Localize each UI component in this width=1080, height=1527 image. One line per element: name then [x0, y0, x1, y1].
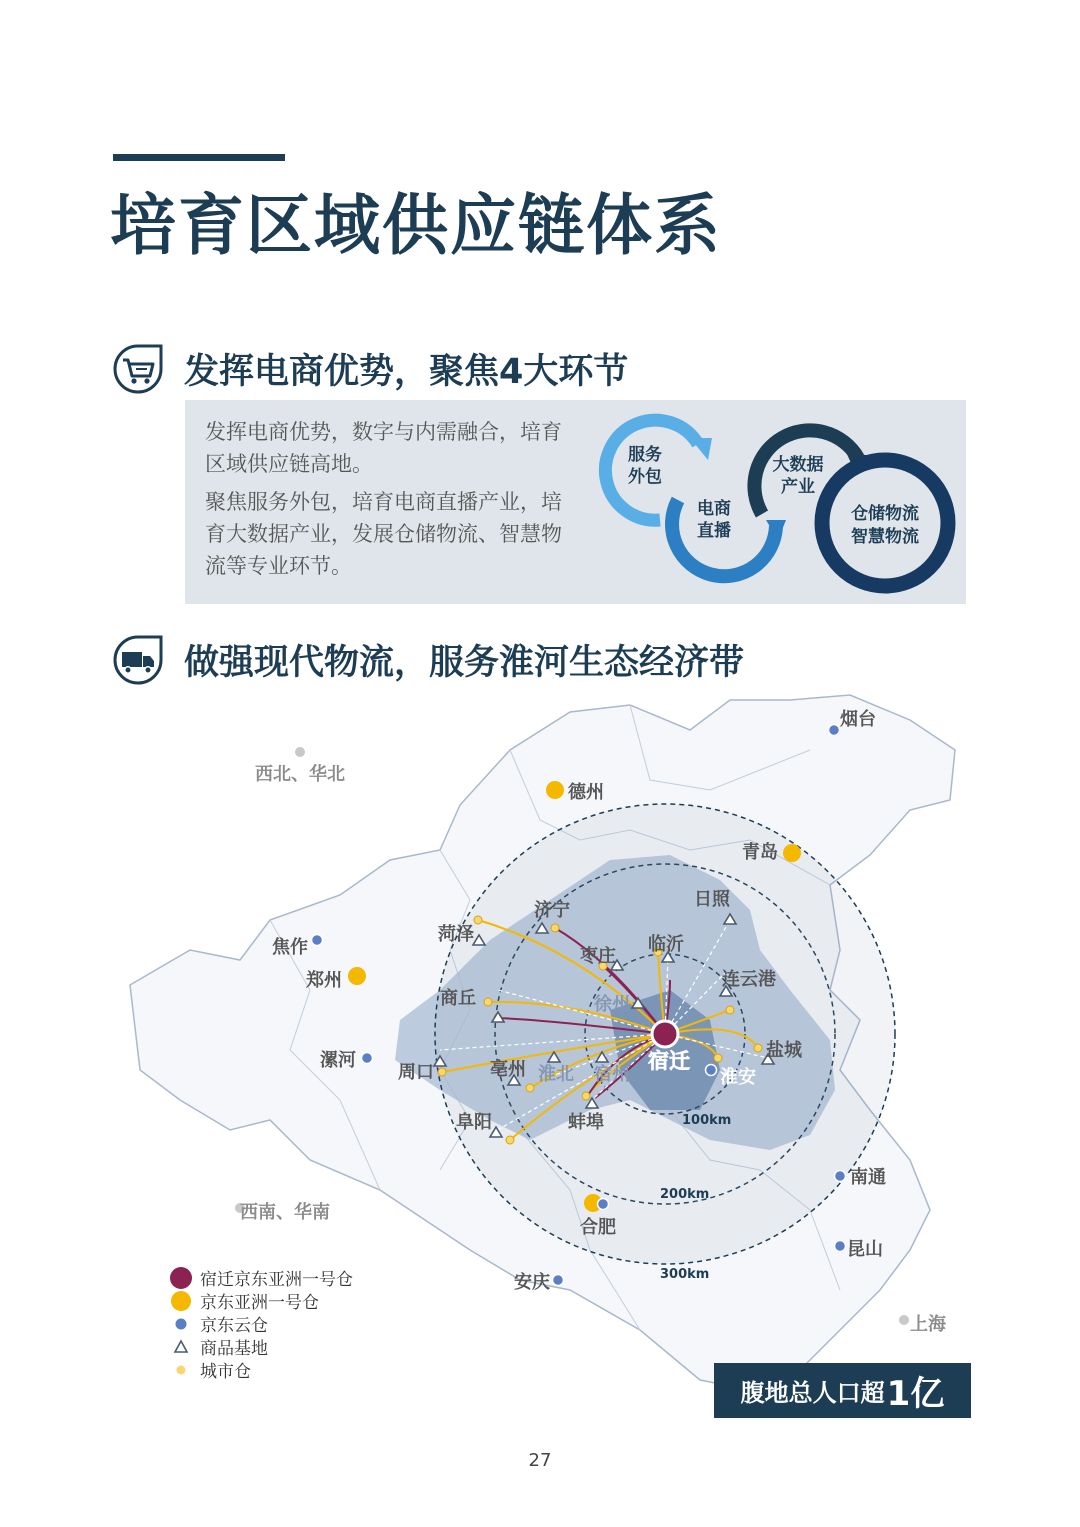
- title-accent-bar: [113, 154, 285, 161]
- ring-label-200: 200km: [660, 1187, 710, 1202]
- legend-label: 京东云仓: [200, 1316, 268, 1336]
- legend-label: 京东亚洲一号仓: [200, 1293, 319, 1313]
- section2-header: [112, 632, 744, 688]
- legend-item: [168, 1289, 353, 1312]
- cycle-text-4b: 智慧物流: [851, 527, 919, 547]
- legend-item: [168, 1266, 353, 1289]
- legend-label: 商品基地: [200, 1339, 268, 1359]
- cycle-text-4a: 仓储物流: [851, 504, 919, 524]
- cycle-text-3b: 产业: [781, 477, 815, 497]
- small-yellow-dot-icon: [168, 1358, 194, 1381]
- label-suqian: 宿迁: [648, 1049, 690, 1073]
- cycle-text-2b: 直播: [697, 521, 731, 541]
- city-wh-dot: [484, 998, 492, 1006]
- jd-cloud-dot: [598, 1199, 609, 1210]
- label-bozhou: 亳州: [490, 1059, 526, 1080]
- legend-item: [168, 1312, 353, 1335]
- label-bengbu: 蚌埠: [568, 1112, 604, 1133]
- label-anqing: 安庆: [514, 1272, 550, 1293]
- city-wh-dot: [754, 1044, 762, 1052]
- badge-highlight: 1亿: [886, 1374, 945, 1414]
- label-hefei: 合肥: [580, 1217, 616, 1238]
- jd-asia-dot: [546, 781, 564, 799]
- page-number: 27: [528, 1450, 552, 1471]
- label-zhoukou: 周口: [398, 1062, 434, 1083]
- cycle-text-3a: 大数据: [772, 455, 824, 475]
- section1-title: 发挥电商优势，聚焦4大环节: [184, 352, 629, 392]
- section1-header: [112, 341, 628, 397]
- intro-panel: [185, 400, 966, 604]
- city-wh-dot: [551, 924, 559, 932]
- cycle-text-1b: 外包: [628, 467, 662, 487]
- suqian-center-dot: [652, 1021, 678, 1047]
- label-huaian: 淮安: [720, 1067, 756, 1088]
- jd-cloud-dot: [553, 1275, 564, 1286]
- cycle-arrow-1: [690, 438, 712, 460]
- label-fuyang: 阜阳: [456, 1112, 492, 1133]
- ring-label-300: 300km: [660, 1267, 710, 1282]
- legend-label: 城市仓: [200, 1362, 251, 1382]
- jd-cloud-dot: [829, 725, 840, 736]
- label-huaibei: 淮北: [538, 1064, 574, 1085]
- label-kunshan: 昆山: [847, 1239, 883, 1260]
- page-title: 培育区域供应链体系: [110, 187, 722, 264]
- blue-dot-icon: [168, 1312, 194, 1335]
- city-wh-dot: [726, 1006, 734, 1014]
- label-qingdao: 青岛: [742, 842, 778, 863]
- shopping-cart-icon: [112, 343, 164, 395]
- cycle-diagram: [580, 400, 966, 604]
- jd-cloud-dot: [706, 1065, 717, 1076]
- jd-cloud-dot: [835, 1241, 846, 1252]
- delivery-truck-icon: [112, 634, 164, 686]
- label-zhengzhou: 郑州: [306, 970, 342, 991]
- jd-asia-dot: [783, 844, 801, 862]
- legend-item: [168, 1358, 353, 1381]
- city-wh-dot: [582, 1092, 590, 1100]
- label-shangqiu: 商丘: [440, 988, 476, 1009]
- map-legend: [168, 1266, 353, 1381]
- ring-label-100: 100km: [682, 1113, 732, 1128]
- jd-cloud-dot: [362, 1053, 373, 1064]
- city-wh-dot: [438, 1068, 446, 1076]
- section2-title: 做强现代物流，服务淮河生态经济带: [184, 643, 745, 683]
- label-suzhou: 宿州: [594, 1064, 630, 1085]
- label-jiaozuo: 焦作: [272, 937, 308, 958]
- label-lianyungang: 连云港: [722, 969, 776, 990]
- city-wh-dot: [526, 1084, 534, 1092]
- population-badge: [714, 1363, 971, 1418]
- legend-label: 宿迁京东亚洲一号仓: [200, 1270, 353, 1290]
- label-jining: 济宁: [534, 900, 570, 921]
- label-heze: 菏泽: [438, 924, 474, 945]
- label-dezhou: 德州: [568, 782, 604, 803]
- city-wh-dot: [474, 916, 482, 924]
- city-wh-dot: [506, 1136, 514, 1144]
- badge-text: 腹地总人口超: [740, 1379, 885, 1407]
- label-nantong: 南通: [850, 1167, 886, 1188]
- label-linyi: 临沂: [648, 934, 684, 955]
- panel-paragraph-2: 聚焦服务外包，培育电商直播产业，培育大数据产业，发展仓储物流、智慧物流等专业环节。: [205, 490, 562, 578]
- label-yantai: 烟台: [840, 709, 876, 730]
- label-luohe: 漯河: [320, 1050, 356, 1071]
- label-rizhao: 日照: [694, 889, 730, 910]
- label-xuzhou: 徐州: [594, 994, 630, 1015]
- jd-cloud-dot: [835, 1171, 846, 1182]
- large-magenta-dot-icon: [168, 1266, 194, 1289]
- panel-paragraph-1: 发挥电商优势，数字与内需融合，培育区域供应链高地。: [205, 420, 562, 476]
- label-shanghai: 上海: [910, 1314, 946, 1335]
- jd-cloud-dot: [312, 935, 323, 946]
- label-yancheng: 盐城: [766, 1040, 802, 1061]
- outer-dot: [899, 1315, 909, 1325]
- label-xibei: 西北、华北: [255, 764, 345, 785]
- label-zaozhuang: 枣庄: [580, 946, 616, 967]
- label-xinan: 西南、华南: [240, 1202, 330, 1223]
- yellow-dot-icon: [168, 1289, 194, 1312]
- outer-dot: [295, 747, 305, 757]
- triangle-icon: [168, 1335, 194, 1358]
- cycle-text-2a: 电商: [697, 499, 731, 519]
- jd-asia-dot: [348, 967, 366, 985]
- legend-item: [168, 1335, 353, 1358]
- city-wh-dot: [714, 1054, 722, 1062]
- cycle-text-1a: 服务: [628, 445, 662, 465]
